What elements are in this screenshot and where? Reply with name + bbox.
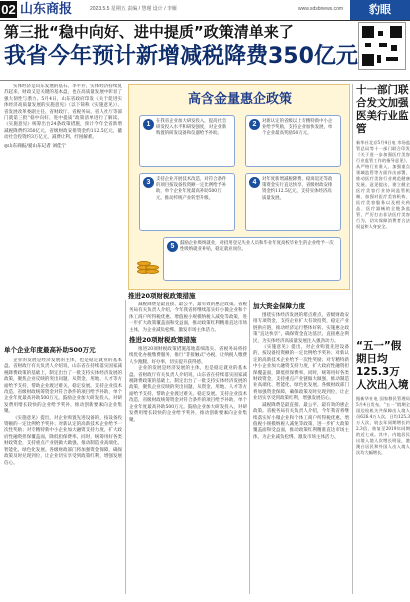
infographic-caption-text: 推进20项财税政策措施 — [128, 292, 196, 300]
lead-paragraph — [4, 84, 122, 344]
body-paragraph: 推进20项财税政策措施落地落细落实。省税务局将持续优化办税缴费服务，推行“非接触式”办税，让纳税人缴费人少跑腿、好办事，切实提升获得感。 — [129, 347, 247, 365]
subhead-1 — [4, 346, 122, 355]
page-header — [0, 0, 410, 20]
header-divider — [0, 20, 410, 21]
qr-code-icon — [358, 22, 406, 70]
sidebar-story2-title: “五一”假期日均125.3万人次出入境 — [356, 340, 409, 391]
paper-name: 山东商报 — [20, 2, 73, 17]
gold-coins-icon — [135, 255, 161, 277]
policy-text: 对年度新增减税降费、稳岗返还等政策资金实行直达快享，省级财政安排资金约112.5亿元，支持实体经济高质量发展。 — [262, 177, 333, 201]
sidebar-story1-title: 十一部门联合发文加强医美行业监管 — [356, 84, 409, 135]
body-paragraph: 减税降费是最直接、最公平、最有效的惠企政策。省税务局有关负责人介绍，今年我省将继续落实好小微企业和个体工商户所得税优惠、增值税小规模纳税人减免等政策，进一步扩大政策覆盖面和受益面，推动政策红利精准直达市场主体，为企业减负松绑、激发市场主体活力。 — [129, 302, 247, 333]
sidebar-story1-body: 新华社北京5月4日电 市场监管总局等十一部门联合印发《关于进一步加强医疗美容行业监管工作的指导意见》，从严格行业准入、加强重点领域监管等方面作出部署，推动医疗美容行业规范健康发展。意见提出，建立健全医疗美容行业协同监管机制，加强对医疗美容机构、医疗美容服务以及相关药品、医疗器械的全链条监管，严厉打击非法医疗美容行为，切实保障消费者合法权益和人身安全。 — [356, 140, 410, 229]
policy-number-badge: 3 — [143, 177, 154, 188]
policy-number-badge: 4 — [249, 177, 260, 188]
policy-text: 支持企业开展技术改造，对符合条件的项目按设备投资额一定比例给予补助，单个企业年度最高补助500万元，推动传统产业转型升级。 — [156, 177, 227, 201]
policy-text: 对新认定的省级以上专精特新中小企业给予奖励，支持企业加快发展，单个企业最高奖励50万元。 — [262, 119, 333, 137]
body-paragraph: 围绕实体经济发展的堵点难点，省级财政安排专项资金，支持企业扩大有效投资，稳定产业链供应链，推动经济运行整体好转。实施惠企政策“直达快享”，确保资金直达基层、直接惠企利民，为实体经济高质量发展注入强劲动力。 — [253, 313, 349, 344]
body-column-1 — [4, 358, 122, 594]
headline-divider — [0, 80, 410, 81]
issue-meta: 2023.5.5 星期五 责编 / 慧瑾 设计 / 李雁 — [90, 6, 177, 12]
sidebar-story2 — [356, 340, 410, 594]
body-paragraph: 《实施意见》提出，对企业购置先进设备的，按设备投资额的一定比例给予奖补；对新认定的高新技术企业给予一次性奖励；对专精特新中小企业加大融资支持力度，扩大政府性融资担保覆盖面，降低担保费率。同时，统筹用好各类财政资金，支持重点产业链做大做强，推动制造业高端化、智能化、绿色化发展。各级财政部门将加强资金保障，确保政策及时兑现到位，让企业切实享受到政策红利，增强发展信心。 — [4, 415, 122, 466]
page-number: 02 — [1, 2, 16, 17]
policy-card-5 — [163, 237, 341, 281]
section-head: 加大资金保障力度 — [253, 302, 305, 310]
sidebar-divider — [352, 84, 353, 594]
infographic-caption — [128, 292, 350, 301]
subhead-text: 单个企业年度最高补助500万元 — [4, 346, 96, 354]
infographic-title: 高含金量惠企政策 — [187, 92, 292, 107]
sidebar-story2-body: 据新华社电 国家移民管理局5月4日发布，“五一”假期全国边检机关共保障出入境人员626.4万人次，日均125.3万人次，较去年同期增长约2.3倍，恢复至2019年同期的近七成。其中，内地居民出境入境人次增长明显，港澳台居民和外国人出入境人次均大幅增长。 — [356, 396, 410, 455]
policy-card-4 — [245, 173, 341, 231]
website-url: www.sdsbnews.com — [298, 6, 344, 12]
body-column-3 — [253, 302, 349, 594]
body-paragraph: 企业的发展是经济发展的主体，也是稳定就业的基本盘。省财政厅有关负责人介绍说，山东省在持续落实国家减税降费政策的基础上，制定出台了一批支持实体经济发展的政策，聚焦企业反映的突出问题，从资金、用地、人才等方面给予支持，帮助企业渡过难关、稳定发展。支持企业技术改造，省级财政统筹资金对符合条件的项目给予补助，单个企业年度最高补助500万元。鼓励企业加大研发投入，对研发费用增长较快的企业给予奖补，推动创新要素向企业集聚。 — [129, 366, 247, 423]
column-divider — [125, 300, 126, 594]
sidebar-news — [356, 84, 410, 334]
body-column-2 — [129, 302, 247, 594]
body-paragraph: 企业的发展是经济发展的主体，也是稳定就业的基本盘。省财政厅有关负责人介绍说，山东省在持续落实国家减税降费政策的基础上，制定出台了一批支持实体经济发展的政策，聚焦企业反映的突出问题，从资金、用地、人才等方面给予支持，帮助企业渡过难关、稳定发展。支持企业技术改造，省级财政统筹资金对符合条件的项目给予补助，单个企业年度最高补助500万元。鼓励企业加大研发投入，对研发费用增长较快的企业给予奖补，推动创新要素向企业集聚。 — [4, 358, 122, 415]
body-paragraph: 《实施意见》提出，对企业购置先进设备的，按设备投资额的一定比例给予奖补；对新认定的高新技术企业给予一次性奖励；对专精特新中小企业加大融资支持力度，扩大政府性融资担保覆盖面，降低担保费率。同时，统筹用好各类财政资金，支持重点产业链做大做强，推动制造业高端化、智能化、绿色化发展。各级财政部门将加强资金保障，确保政策及时兑现到位，让企业切实享受到政策红利，增强发展信心。 — [253, 345, 349, 402]
lead-text: 实体经济是山东发展的基石。李平乔，实体经济持续复苏起来，财政又是关键的基本盘，也在高质量发展中彰显了强大韧性与潜力。5月4日，山东省政府印发《关于促进实体经济高质量发展的实施意见》（以下简称《实施意见》），省发展改革委副主任、省财政厅、省税务局、省人社厅等部门就第三批“稳中向好、进中提质”政策清单进行了解读。《实施意见》统筹出台24条政策措施，预计今年全省新增减税降费约350亿元，省级财政安排资金约112.5亿元，撬动社会投资约3万亿元，减费让利、纾困解难。 — [4, 84, 122, 141]
column-divider — [249, 300, 250, 594]
story-headline: 我省今年预计新增减税降费350亿元 — [4, 44, 358, 69]
section-head: 推进20项财税政策措施 — [129, 336, 197, 345]
policy-card-1 — [139, 115, 235, 167]
policy-number-badge: 1 — [143, 119, 154, 130]
policy-text: 鼓励企业吸纳就业，对招用登记失业人员和毕业年度高校毕业生的企业给予一次性吸纳就业补贴，稳定就业岗位。 — [180, 241, 334, 253]
section-brand-badge: 豹眼 — [350, 0, 410, 20]
body-paragraph: 减税降费是最直接、最公平、最有效的惠企政策。省税务局有关负责人介绍，今年我省将继续落实好小微企业和个体工商户所得税优惠、增值税小规模纳税人减免等政策，进一步扩大政策覆盖面和受益面，推动政策红利精准直达市场主体，为企业减负松绑、激发市场主体活力。 — [253, 402, 349, 440]
policy-text: 在我省企业加大研发投入，提高社会研发投入水平和研发强度，对企业新购置的研发设备和仪器给予补助。 — [156, 119, 227, 137]
story-kicker: 第三批“稳中向好、进中提质”政策清单来了 — [4, 23, 294, 41]
byline: ◎山东商报/爱山东记者 刘佳宁 — [4, 143, 67, 149]
policy-number-badge: 5 — [167, 241, 178, 252]
policy-card-2 — [245, 115, 341, 167]
policy-card-3 — [139, 173, 235, 231]
policy-number-badge: 2 — [249, 119, 260, 130]
policy-infographic — [128, 84, 350, 290]
page-footer — [0, 596, 410, 602]
